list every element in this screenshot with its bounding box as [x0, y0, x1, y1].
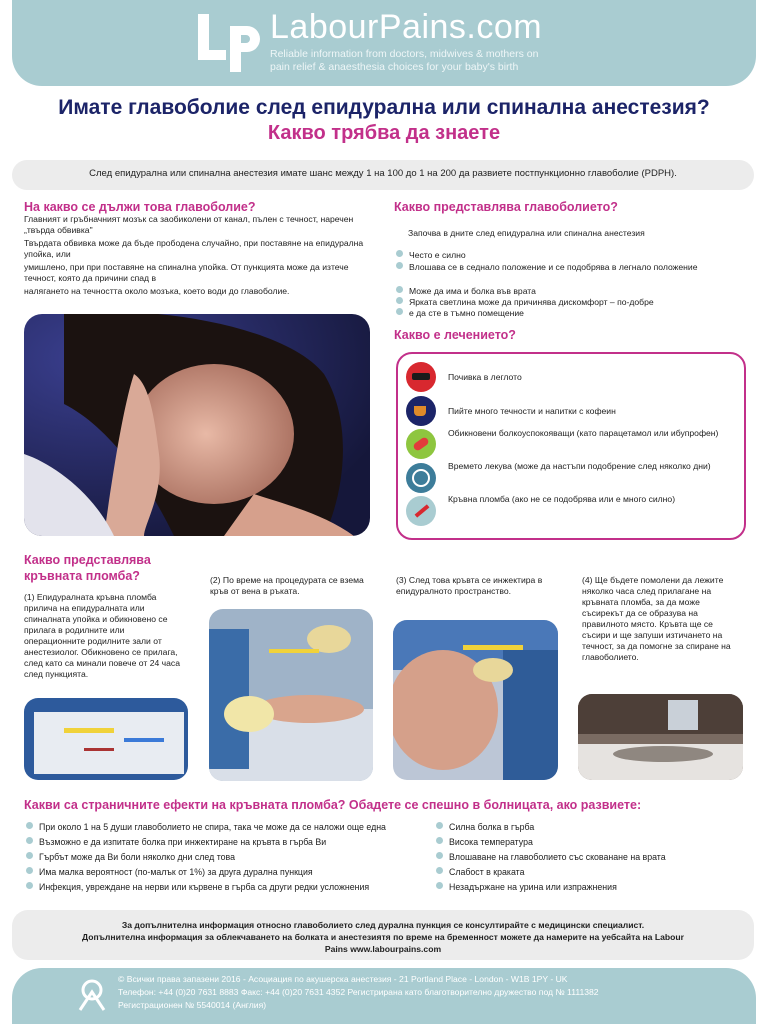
treatment-item: Времето лекува (може да настъпи подобрение след няколко дни) — [448, 461, 711, 471]
treatment-item: Почивка в леглото — [448, 372, 522, 382]
more-info-line-1: За допълнителна информация относно главоболието след дурална пункция се консултирайте с медицински специалист. — [121, 920, 645, 930]
what-intro: Започва в дните след епидурална или спинална анестезия — [408, 228, 645, 238]
labourpains-website-link[interactable]: www.labourpains.com — [350, 944, 442, 954]
more-info-line-2: Допълнителна информация за облекчаването на болката и анестезиятя по време на бременност можете да намерите на уебсайта на Labour — [82, 932, 684, 942]
side-effect-item: Възможно е да изпитате болка при инжектиране на кръвта в гърба Ви — [26, 837, 326, 847]
pill-icon — [406, 429, 436, 459]
page-subtitle: Какво трябва да знаете — [267, 122, 501, 144]
urgent-symptom-item: Незадържане на урина или изпражнения — [436, 882, 617, 892]
bullet-dot-icon — [26, 882, 33, 889]
syringe-icon — [406, 496, 436, 526]
cause-heading: На какво се дължи това главоболие? — [24, 200, 256, 214]
clock-icon — [406, 463, 436, 493]
treatment-item: Пийте много течности и напитки с кофеин — [448, 406, 616, 416]
oaa-logo-icon — [76, 978, 108, 1012]
bullet-dot-icon — [26, 852, 33, 859]
side-effects-heading: Какви са страничните ефекти на кръвната пломба? Обадете се спешно в болницата, ако развиете: — [24, 798, 642, 812]
brand-name: LabourPains.com — [270, 8, 543, 46]
treatment-heading: Какво е лечението? — [394, 328, 516, 342]
treatment-item: Обикновени болкоуспокояващи (като парацетамол или ибупрофен) — [448, 428, 719, 438]
headache-woman-photo — [24, 314, 370, 536]
blood-patch-step-1: (1) Епидуралната кръвна пломба прилича на епидуралната или спиналната упойка и обикновено се прилага в родилните или операционните родилните зали от анестезиолог. Обикновено се прилага, след като са минали повече от 24 часа след пункцията. — [24, 592, 180, 679]
bullet-dot-icon — [26, 837, 33, 844]
blood-injection-photo — [393, 620, 558, 780]
bullet-dot-icon — [436, 867, 443, 874]
more-info-line-3: Pains www.labourpains.com — [324, 944, 442, 954]
blood-patch-step-3: (3) След това кръвта се инжектира в епидуралното пространство. — [396, 575, 543, 596]
cause-paragraph-3: умишлено, при при поставяне на спинална упойка. От пункцията може да изтече течност, която да причини спад в — [24, 262, 349, 283]
blood-patch-step-4: (4) Ще бъдете помолени да лежите няколко часа след прилагане на кръвната пломба, за да може съсирекът да се образува на правилното място. Кръвта ще се съсири и ще запуши изтичането на течност, за да помогне за спиране на главоболието. — [582, 575, 731, 662]
cause-paragraph-4: налягането на течността около мозъка, което води до главоболие. — [24, 286, 290, 296]
tagline-line-2: pain relief & anaesthesia choices for your baby's birth — [270, 61, 519, 73]
bullet-dot-icon — [436, 822, 443, 829]
urgent-symptom-item: Слабост в краката — [436, 867, 525, 877]
what-bullet: Често е силно — [396, 250, 726, 261]
side-effect-item: Гърбът може да Ви боли няколко дни след това — [26, 852, 235, 862]
bullet-dot-icon — [436, 852, 443, 859]
bullet-dot-icon — [436, 837, 443, 844]
footer-contact: Телефон: +44 (0)20 7631 8883 Факс: +44 (0)20 7631 4352 Регистрирана като благотворително дружество под № 1111382 — [118, 987, 599, 997]
urgent-symptom-item: Силна болка в гърба — [436, 822, 534, 832]
intro-text: След епидурална или спинална анестезия имате шанс между 1 на 100 до 1 на 200 да развиете постпункционно главоболие (PDPH). — [89, 168, 677, 179]
cause-paragraph-1: Главният и гръбначният мозък са заобиколени от канал, пълен с течност, наречен „твърда обвивка" — [24, 214, 354, 235]
side-effect-item: При около 1 на 5 души главоболието не спира, така че може да се наложи още една — [26, 822, 386, 832]
treatment-item: Кръвна пломба (ако не се подобрява или е много силно) — [448, 494, 676, 504]
footer-registration: Регистрационен № 5540014 (Англия) — [118, 1000, 267, 1010]
tagline-line-1: Reliable information from doctors, midwives & mothers on — [270, 48, 539, 60]
side-effect-item: Инфекция, увреждане на нерви или кървене в гърба са други редки усложнения — [26, 882, 369, 892]
bullet-dot-icon — [396, 308, 403, 315]
blood-patch-step-2: (2) По време на процедурата се взема кръв от вена в ръката. — [210, 575, 364, 596]
labourpains-logo-icon — [196, 12, 260, 74]
page-title: Имате главоболие след епидурална или спинална анестезия? — [58, 96, 710, 119]
what-bullet: Може да има и болка във врата — [396, 286, 726, 297]
urgent-symptom-item: Влошаване на главоболието със скованане на врата — [436, 852, 666, 862]
blood-patch-heading: Какво представлява кръвната пломба? — [24, 553, 151, 583]
bullet-dot-icon — [396, 250, 403, 257]
cause-paragraph-2: Твърдата обвивка може да бъде прободена случайно, при поставяне на епидурална упойка, или — [24, 238, 364, 259]
urgent-symptom-item: Висока температура — [436, 837, 533, 847]
bullet-dot-icon — [396, 262, 403, 269]
what-bullet: Ярката светлина може да причинява дискомфорт – по-добре — [396, 297, 726, 308]
what-bullet: е да сте в тъмно помещение — [396, 308, 726, 319]
patient-lying-photo — [578, 694, 743, 780]
bullet-dot-icon — [396, 297, 403, 304]
epidural-tray-photo — [24, 698, 188, 780]
what-bullet: Влошава се в седнало положение и се подобрява в легнало положение — [396, 262, 709, 273]
bullet-dot-icon — [26, 867, 33, 874]
side-effect-item: Има малка вероятност (по-малък от 1%) за друга дурална пункция — [26, 867, 313, 877]
bullet-dot-icon — [396, 286, 403, 293]
bullet-dot-icon — [436, 882, 443, 889]
blood-draw-photo — [209, 609, 373, 781]
bed-icon — [406, 362, 436, 392]
brand-tagline — [270, 48, 590, 74]
what-heading: Какво представлява главоболието? — [394, 200, 618, 214]
footer-copyright: © Всички права запазени 2016 - Асоциация по акушерска анестезия - 21 Portland Place - London - W1B 1PY - UK — [118, 974, 568, 984]
coffee-cup-icon — [406, 396, 436, 426]
bullet-dot-icon — [26, 822, 33, 829]
